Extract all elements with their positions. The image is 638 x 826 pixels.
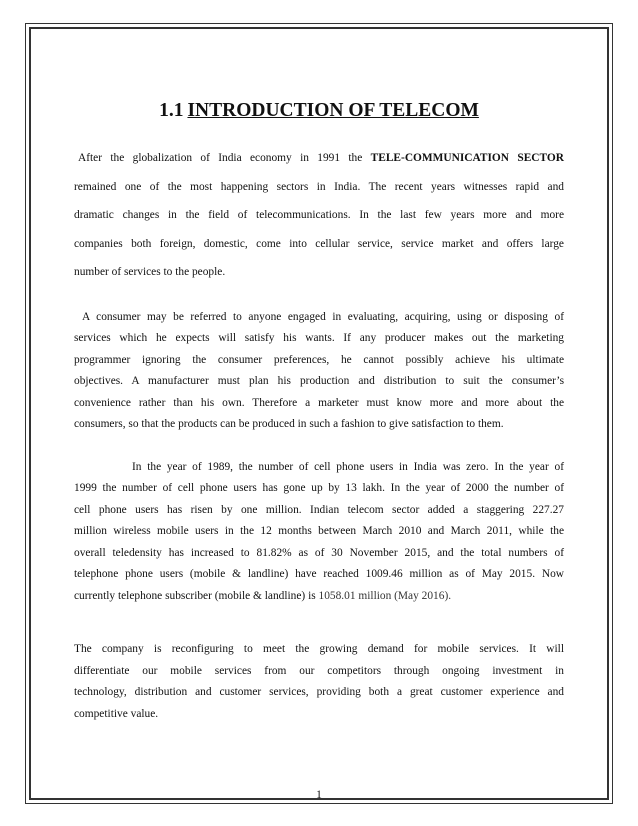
section-title: INTRODUCTION OF TELECOM (187, 100, 479, 121)
text-line: telephone phone users (mobile & landline) have reached 1009.46 million as of May 2015. Now (74, 568, 564, 580)
text-line: million wireless mobile users in the 12 months between March 2010 and March 2011, while the (74, 525, 564, 537)
text-line: companies both foreign, domestic, come into cellular service, service market and offers large (74, 237, 564, 250)
text-line: After the globalization of India economy in 1991 the TELE-COMMUNICATION SECTOR (78, 152, 564, 164)
paragraph-company (74, 639, 564, 725)
text-line: remained one of the most happening sectors in India. The recent years witnesses rapid and (74, 180, 564, 193)
paragraph-consumer (74, 307, 564, 436)
text-line: cell phone users has risen by one million. Indian telecom sector added a staggering 227.27 (74, 503, 564, 516)
section-heading (74, 100, 564, 122)
text-line: The company is reconfiguring to meet the growing demand for mobile services. It will (74, 643, 564, 655)
text-line: competitive value. (74, 707, 159, 720)
section-number: 1.1 (159, 100, 184, 121)
text-line: A consumer may be referred to anyone engaged in evaluating, acquiring, using or disposing of (82, 310, 564, 323)
text-line: In the year of 1989, the number of cell phone users in India was zero. In the year of (132, 460, 564, 473)
text-line: differentiate our mobile services from our competitors through ongoing investment in (74, 664, 564, 677)
text-line: technology, distribution and customer services, providing both a great customer experience and (74, 686, 564, 698)
subscriber-count: 1058.01 million (May 2016). (318, 589, 452, 602)
paragraph-cell-phone-growth (74, 457, 564, 608)
text-line: number of services to the people. (74, 266, 226, 278)
text-line: objectives. A manufacturer must plan his production and distribution to suit the consumer’s (74, 375, 564, 387)
text-line: dramatic changes in the field of telecommunications. In the last few years more and more (74, 209, 564, 221)
paragraph-globalization (74, 144, 564, 287)
text-line: overall teledensity has increased to 81.82% as of 30 November 2015, and the total numbers of (74, 546, 564, 559)
text-line: convenience rather than his own. Therefore a marketer must know more and more about the (74, 396, 564, 409)
text-line: currently telephone subscriber (mobile & landline) is 1058.01 million (May 2016). (74, 589, 452, 602)
text-line: 1999 the number of cell phone users has gone up by 13 lakh. In the year of 2000 the number of (74, 482, 564, 494)
document-body (74, 100, 564, 725)
text-line: services which he expects will satisfy his wants. If any producer makes out the marketing (74, 332, 564, 344)
page-number: 1 (316, 789, 322, 801)
text-line: programmer ignoring the consumer preferences, he cannot possibly achieve his ultimate (74, 353, 564, 366)
emphasis-telecom-sector: TELE-COMMUNICATION SECTOR (370, 152, 564, 164)
text-line: consumers, so that the products can be produced in such a fashion to give satisfaction to them. (74, 418, 504, 430)
